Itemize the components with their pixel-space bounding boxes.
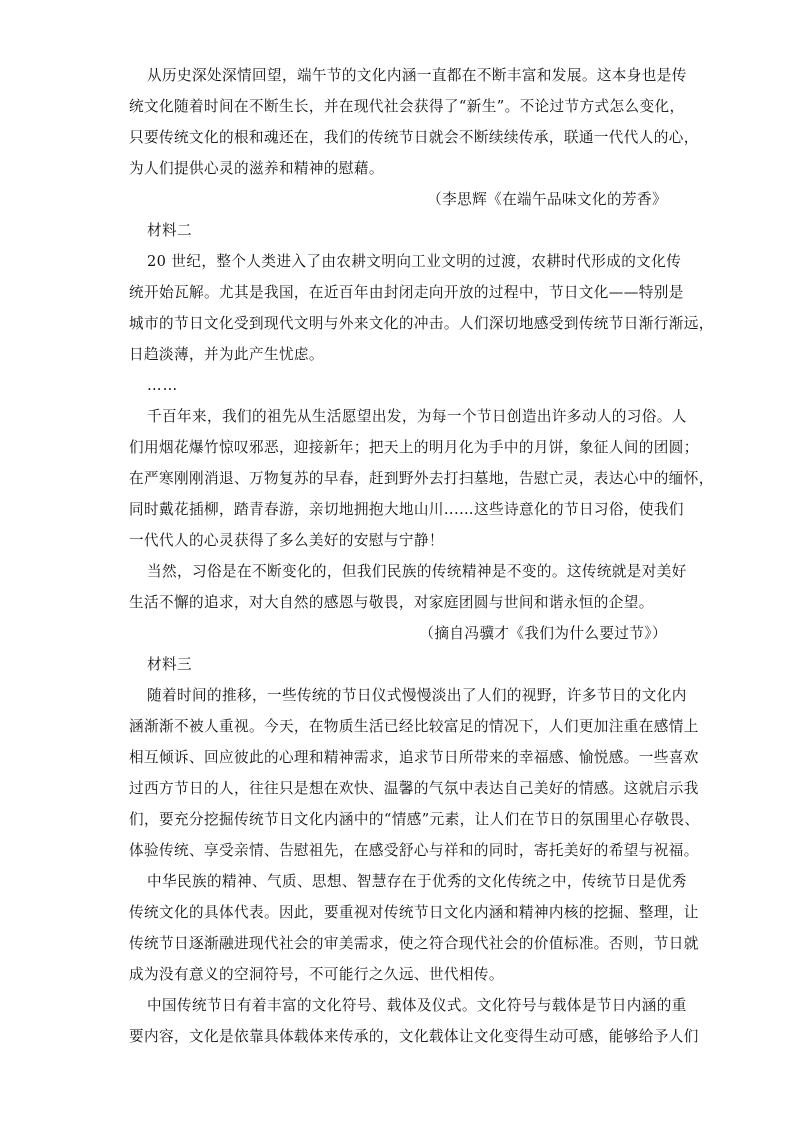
- paragraph-5-line-3: 相互倾诉、回应彼此的心理和精神需求，追求节日所带来的幸福感、愉悦感。一些喜欢: [129, 749, 699, 766]
- paragraph-1-line-2: 统文化随着时间在不断生长，并在现代社会获得了“新生”。不论过节方式怎么变化，: [129, 98, 685, 115]
- paragraph-3-line-5: 一代代人的心灵获得了多么美好的安慰与宁静！: [129, 532, 444, 549]
- document-text: [129, 60, 714, 1052]
- paragraph-1-line-1: 从历史深处深情回望，端午节的文化内涵一直都在不断丰富和发展。这本身也是传: [147, 67, 687, 84]
- paragraph-3-line-4: 同时戴花插柳，踏青春游，亲切地拥抱大地山川...…这些诗意化的节日习俗，使我们: [129, 501, 684, 518]
- paragraph-5-line-5: 们，要充分挖掘传统节日文化内涵中的“情感”元素，让人们在节日的氛围里心存敬畏、: [129, 811, 700, 828]
- paragraph-2-line-1: 20 世纪，整个人类进入了由农耕文明向工业文明的过渡，农耕时代形成的文化传: [147, 253, 682, 270]
- paragraph-4-line-1: 当然，习俗是在不断变化的，但我们民族的传统精神是不变的。这传统就是对美好: [147, 563, 687, 580]
- heading-material-2: 材料二: [147, 222, 192, 239]
- paragraph-5-line-1: 随着时间的推移，一些传统的节日仪式慢慢淡出了人们的视野，许多节日的文化内: [147, 687, 687, 704]
- paragraph-6-line-4: 成为没有意义的空洞符号，不可能行之久远、世代相传。: [129, 966, 504, 983]
- paragraph-5-line-6: 体验传统、享受亲情、告慰祖先，在感受舒心与祥和的同时，寄托美好的希望与祝福。: [129, 842, 699, 859]
- source-1: （李思辉《在端午品味文化的芳香》: [427, 191, 667, 208]
- heading-material-3: 材料三: [147, 656, 192, 673]
- paragraph-2-line-2: 统开始瓦解。尤其是我国，在近百年由封闭走向开放的过程中，节日文化——特别是: [129, 284, 684, 301]
- paragraph-2-line-3: 城市的节日文化受到现代文明与外来文化的冲击。人们深切地感受到传统节日渐行渐远，: [129, 315, 714, 332]
- paragraph-7-line-2: 要内容，文化是依靠具体载体来传承的，文化载体让文化变得生动可感，能够给予人们: [129, 1028, 699, 1045]
- paragraph-2-line-4: 日趋淡薄，并为此产生忧虑。: [129, 346, 324, 363]
- paragraph-6-line-3: 传统节日逐渐融进现代社会的审美需求，使之符合现代社会的价值标准。否则，节日就: [129, 935, 699, 952]
- paragraph-3-line-1: 千百年来，我们的祖先从生活愿望出发，为每一个节日创造出许多动人的习俗。人: [147, 408, 687, 425]
- ellipsis-line: ……: [147, 377, 179, 394]
- paragraph-6-line-2: 传统文化的具体代表。因此，要重视对传统节日文化内涵和精神内核的挖掘、整理，让: [129, 904, 699, 921]
- paragraph-5-line-4: 过西方节日的人，往往只是想在欢快、温馨的气氛中表达自己美好的情感。这就启示我: [129, 780, 699, 797]
- paragraph-1-line-4: 为人们提供心灵的滋养和精神的慰藉。: [129, 160, 384, 177]
- paragraph-4-line-2: 生活不懈的追求，对大自然的感恩与敬畏，对家庭团圆与世间和谐永恒的企望。: [129, 594, 654, 611]
- source-2: （摘自冯骥才《我们为什么要过节》）: [419, 625, 667, 642]
- paragraph-7-line-1: 中国传统节日有着丰富的文化符号、载体及仪式。文化符号与载体是节日内涵的重: [147, 997, 687, 1014]
- paragraph-5-line-2: 涵渐渐不被人重视。今天，在物质生活已经比较富足的情况下，人们更加注重在感情上: [129, 718, 699, 735]
- paragraph-3-line-3: 在严寒刚刚消退、万物复苏的早春，赶到野外去打扫墓地，告慰亡灵，表达心中的缅怀，: [129, 470, 714, 487]
- paragraph-6-line-1: 中华民族的精神、气质、思想、智慧存在于优秀的文化传统之中，传统节日是优秀: [147, 873, 687, 890]
- paragraph-1-line-3: 只要传统文化的根和魂还在，我们的传统节日就会不断续续传承，联通一代代人的心，: [129, 129, 699, 146]
- paragraph-3-line-2: 们用烟花爆竹惊叹邪恶，迎接新年；把天上的明月化为手中的月饼，象征人间的团圆；: [129, 439, 699, 456]
